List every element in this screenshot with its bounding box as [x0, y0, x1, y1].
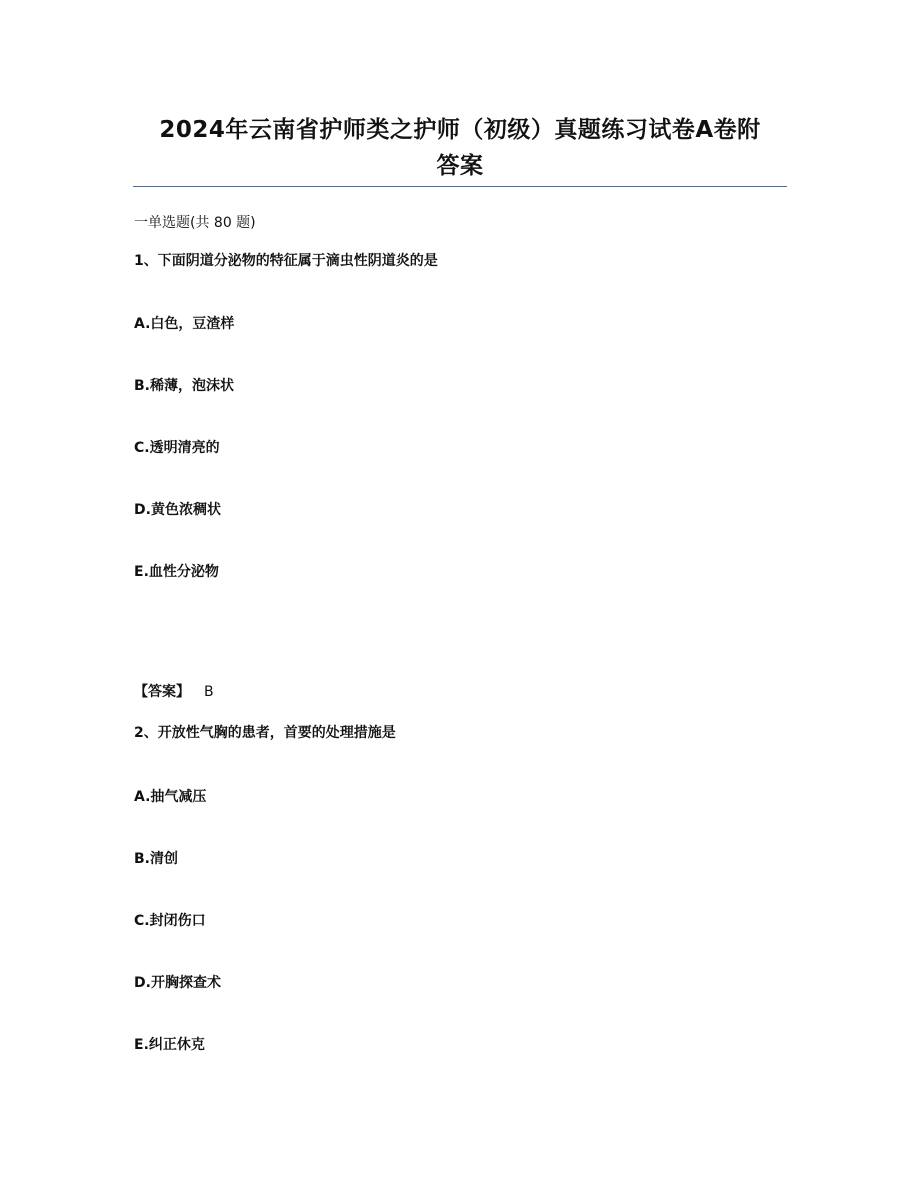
question-1-option-b: B.稀薄，泡沫状 — [134, 378, 234, 394]
question-2-stem: 2、开放性气胸的患者，首要的处理措施是 — [134, 725, 396, 741]
title-line-2: 答案 — [436, 153, 484, 179]
title-line-1: 2024年云南省护师类之护师（初级）真题练习试卷A卷附 — [159, 117, 761, 143]
question-2-option-e: E.纠正休克 — [134, 1037, 205, 1053]
question-1-option-e: E.血性分泌物 — [134, 564, 219, 580]
question-1-option-d: D.黄色浓稠状 — [134, 502, 221, 518]
question-2-option-a: A.抽气减压 — [134, 789, 207, 805]
question-1-option-a: A.白色，豆渣样 — [134, 316, 235, 332]
title-divider — [133, 186, 787, 187]
question-1-option-c: C.透明清亮的 — [134, 440, 220, 456]
question-2-option-c: C.封闭伤口 — [134, 913, 206, 929]
document-title — [133, 112, 787, 184]
question-2-option-b: B.清创 — [134, 851, 178, 867]
question-2-option-d: D.开胸探查术 — [134, 975, 221, 991]
section-label: 一单选题(共 80 题) — [134, 215, 256, 231]
question-1-stem: 1、下面阴道分泌物的特征属于滴虫性阴道炎的是 — [134, 253, 438, 269]
answer-label: 【答案】 — [134, 684, 190, 700]
answer-value: B — [204, 684, 214, 700]
question-1-answer — [134, 682, 214, 702]
